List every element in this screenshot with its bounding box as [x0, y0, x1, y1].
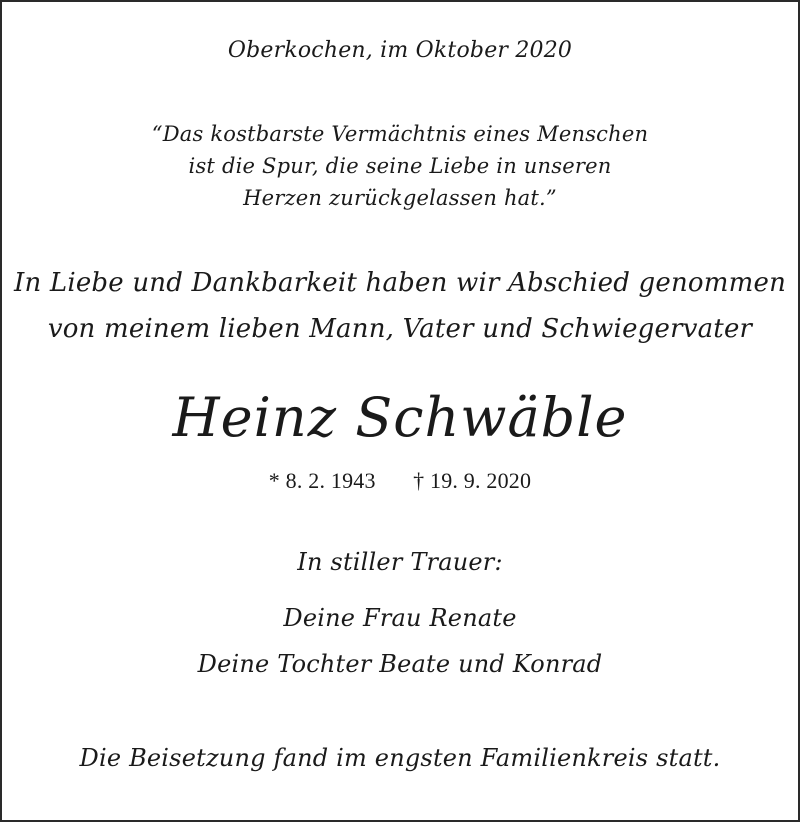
- quote-line-3: Herzen zurückgelassen hat.”: [243, 186, 557, 210]
- place-date: Oberkochen, im Oktober 2020: [227, 38, 573, 63]
- funeral-note: Die Beisetzung fand im engsten Familienkreis statt.: [79, 744, 721, 772]
- family-line-1: Deine Frau Renate: [283, 604, 517, 632]
- quote-line-1: “Das kostbarste Vermächtnis eines Menschen: [151, 122, 649, 146]
- birth-date: * 8. 2. 1943: [268, 468, 376, 493]
- deceased-name: Heinz Schwäble: [172, 386, 628, 449]
- family-line-2: Deine Tochter Beate und Konrad: [197, 650, 603, 678]
- intro-line-1: In Liebe und Dankbarkeit haben wir Abschied genommen: [13, 268, 787, 298]
- life-dates: [0, 468, 800, 494]
- intro-line-2: von meinem lieben Mann, Vater und Schwiegervater: [47, 314, 753, 344]
- death-date: † 19. 9. 2020: [413, 468, 532, 493]
- mourning-heading: In stiller Trauer:: [297, 548, 503, 576]
- quote-line-2: ist die Spur, die seine Liebe in unseren: [188, 154, 612, 178]
